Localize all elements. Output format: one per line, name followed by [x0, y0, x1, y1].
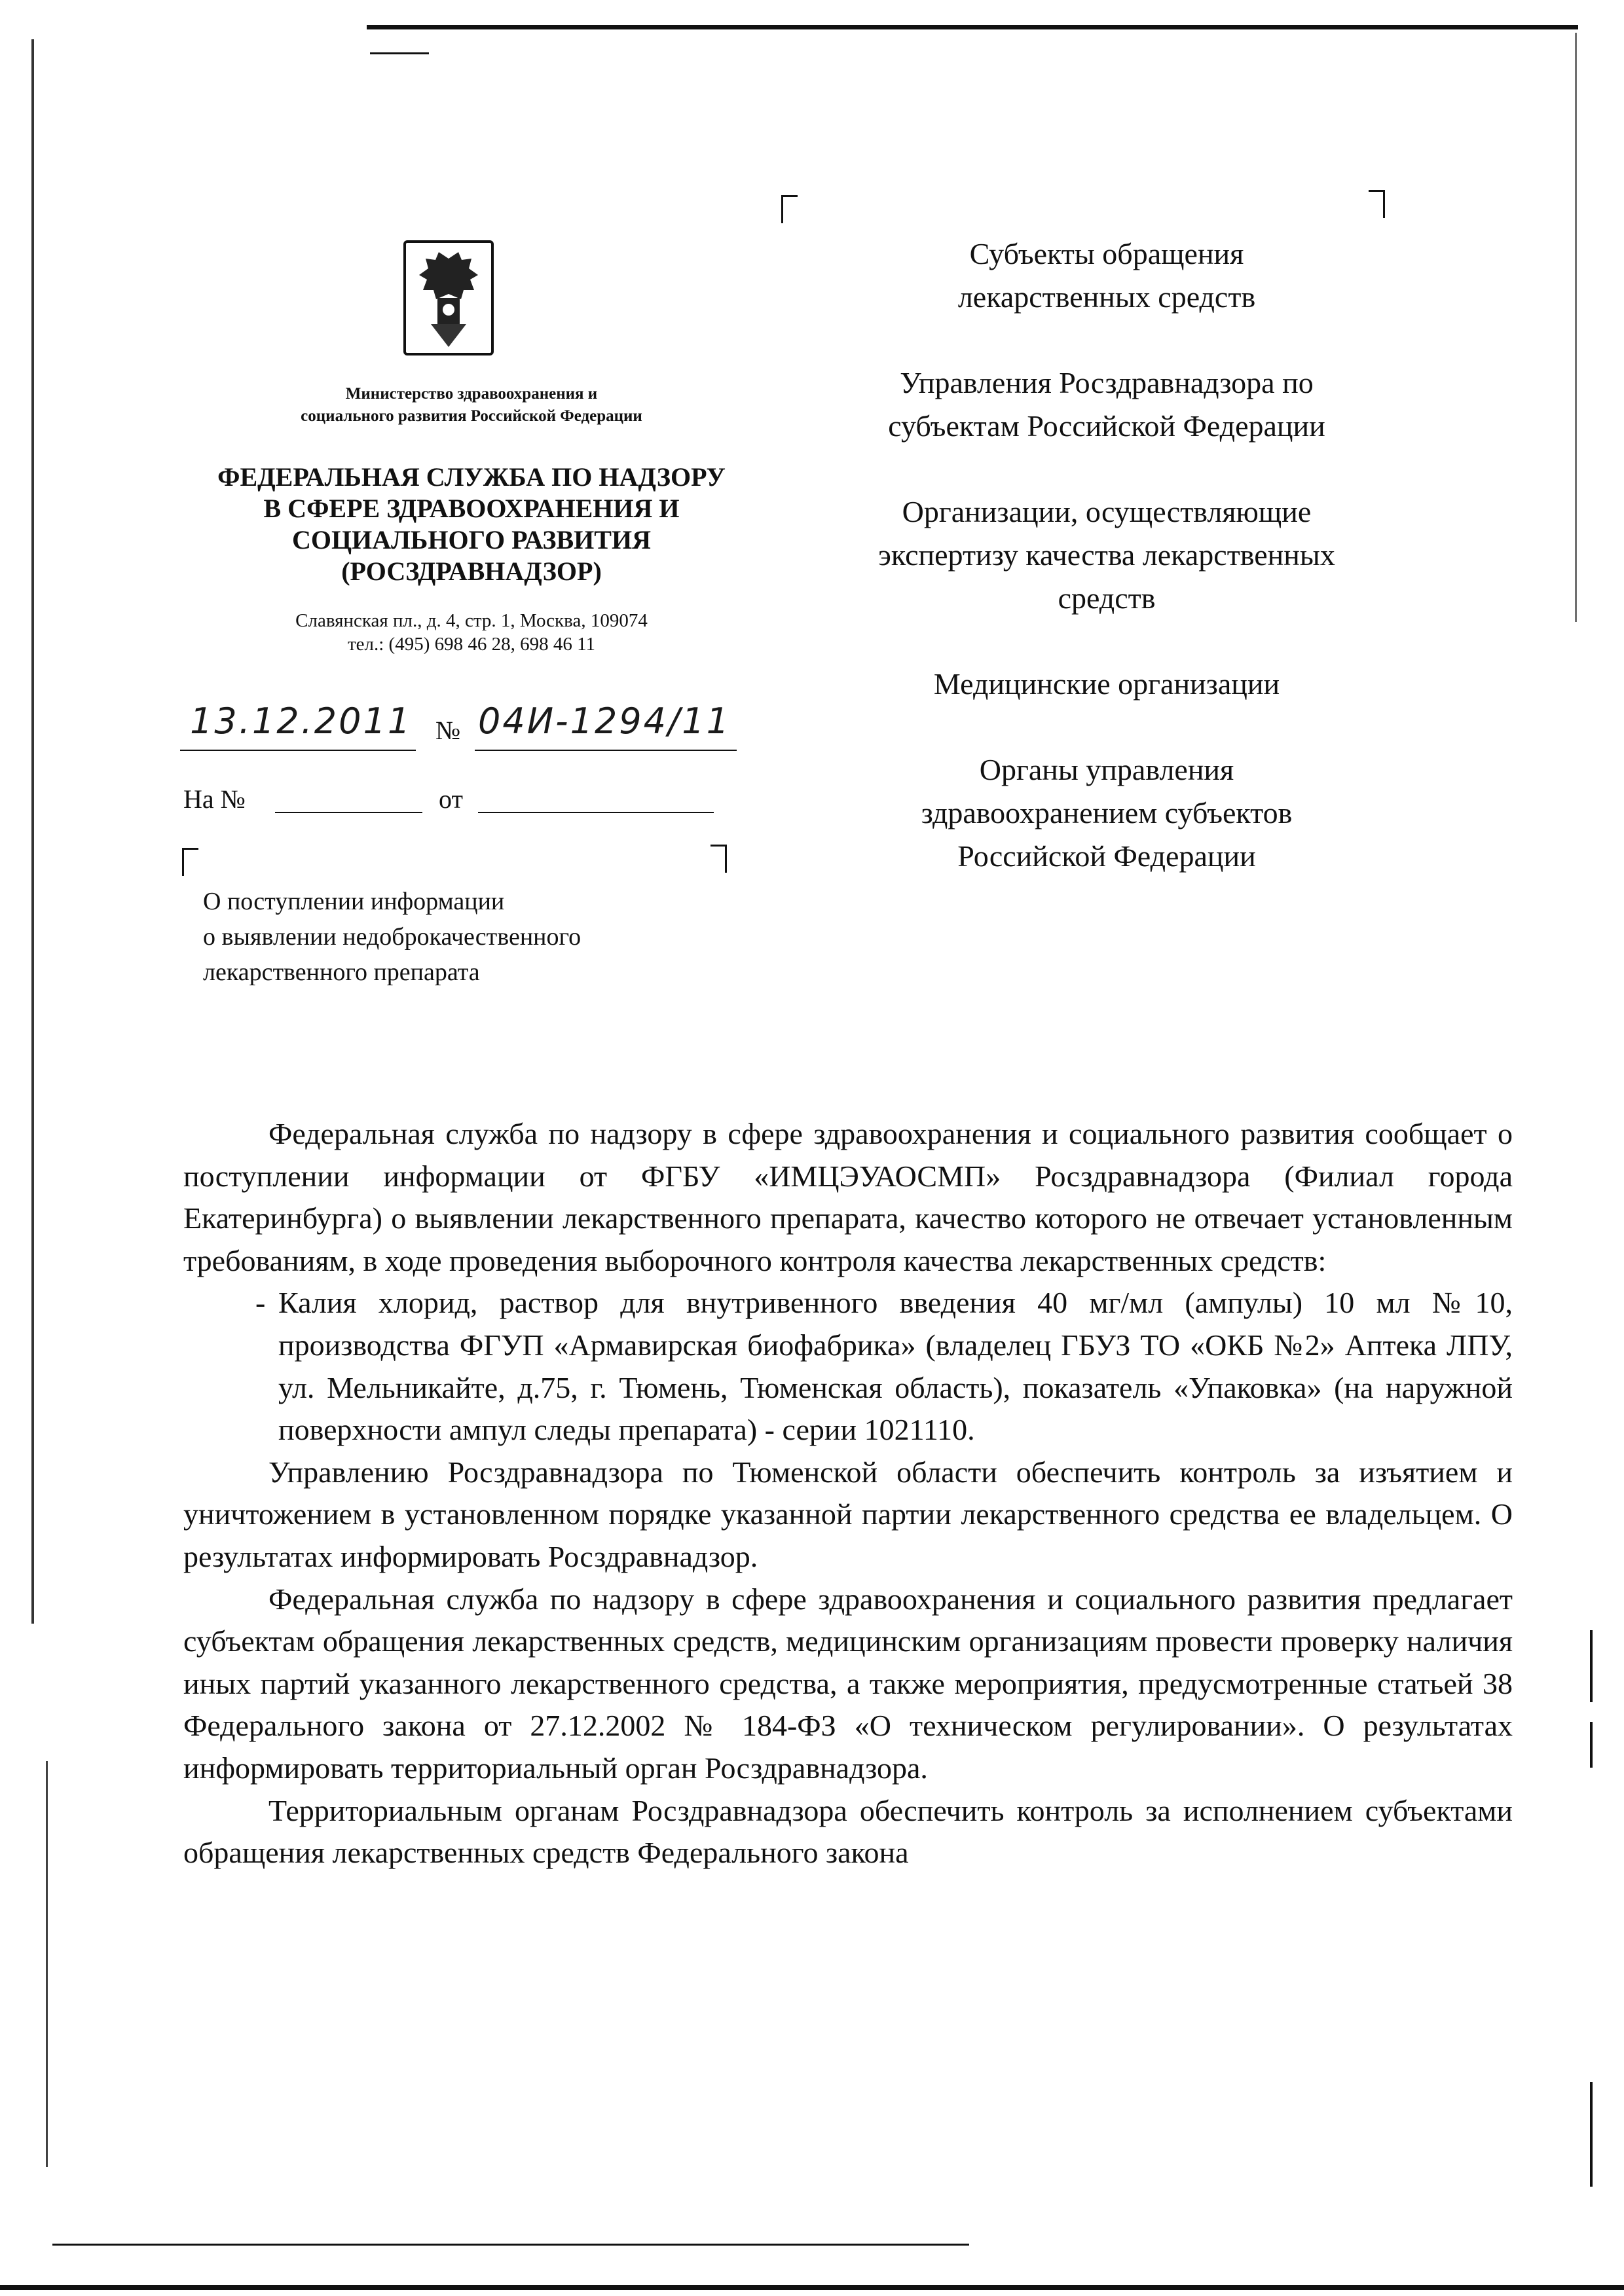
subject-line: лекарственного препарата — [203, 958, 480, 986]
addressee-line: Российской Федерации — [957, 839, 1256, 873]
list-dash: - — [255, 1286, 266, 1320]
reply-number-underline — [275, 812, 422, 813]
subject-line: о выявлении недоброкачественного — [203, 923, 581, 951]
date-underline — [180, 750, 416, 751]
body-paragraph: Федеральная служба по надзору в сфере здравоохранения и социального развития сообщает о поступлении информации от ФГБУ «ИМЦЭУАОСМП» Росздравнадзора (Филиал города Екатеринбурга) о выявлении лекарственного препарата, качество которого не отвечает установленным требованиям, в ходе проведения выборочного контроля качества лекарственных средств: — [183, 1117, 1513, 1277]
number-underline — [475, 750, 737, 751]
addressee-line: Организации, осуществляющие — [902, 495, 1312, 528]
reply-label: На № — [183, 784, 246, 814]
reply-from-label: от — [439, 784, 463, 814]
number-label: № — [435, 716, 461, 745]
addressee-line: Управления Росздравнадзора по — [900, 366, 1314, 399]
subject-line: О поступлении информации — [203, 888, 505, 915]
subject-corner-right — [710, 845, 727, 873]
agency-line: СОЦИАЛЬНОГО РАЗВИТИЯ — [292, 525, 651, 555]
scan-bottom-border — [0, 2285, 1624, 2290]
addressee-group — [799, 748, 1414, 878]
addressee-line: Органы управления — [979, 753, 1234, 786]
ministry-name — [196, 383, 747, 428]
addressee-line: лекарственных средств — [957, 280, 1256, 314]
coat-of-arms-icon — [399, 239, 498, 357]
letter-body — [183, 1113, 1513, 1874]
subject-corner-left — [182, 848, 198, 876]
ministry-line: социального развития Российской Федерации — [301, 407, 642, 425]
addressee-line: здравоохранением субъектов — [921, 796, 1293, 829]
addressee-line: экспертизу качества лекарственных — [878, 538, 1335, 572]
addressee-group — [799, 232, 1414, 319]
scan-left-border-lower — [46, 1761, 48, 2167]
addressee-group — [799, 663, 1414, 706]
scan-bottom-line — [52, 2244, 969, 2246]
ministry-line: Министерство здравоохранения и — [345, 385, 598, 403]
agency-address — [196, 609, 747, 656]
addressee-line: средств — [1058, 581, 1156, 615]
addressee-line: Медицинские организации — [933, 667, 1280, 701]
addressee-group — [799, 490, 1414, 620]
body-paragraph: Федеральная служба по надзору в сфере здравоохранения и социального развития предлагает субъектам обращения лекарственных средств, медицинским организациям провести проверку наличия иных партий указанного лекарственного средства, а также мероприятия, предусмотренные статьей 38 Федерального закона от 27.12.2002 № 184-ФЗ «О техническом регулировании». О результатах информировать территориальный орган Росздравнадзора. — [183, 1582, 1513, 1785]
addressee-group — [799, 361, 1414, 448]
reply-date-underline — [478, 812, 714, 813]
body-list-item — [183, 1282, 1513, 1451]
address-line: Славянская пл., д. 4, стр. 1, Москва, 109074 — [295, 610, 648, 631]
address-line: тел.: (495) 698 46 28, 698 46 11 — [347, 634, 596, 655]
scan-right-mark-2 — [1590, 1722, 1593, 1768]
scan-top-border — [367, 25, 1578, 29]
addressee-block — [799, 232, 1414, 920]
scan-right-border — [1575, 33, 1577, 622]
letter-date: 13.12.2011 — [190, 701, 413, 742]
scan-top-dash — [370, 52, 429, 54]
agency-line: В СФЕРЕ ЗДРАВООХРАНЕНИЯ И — [263, 494, 680, 523]
agency-line: (РОСЗДРАВНАДЗОР) — [341, 556, 602, 586]
addressee-line: Субъекты обращения — [969, 237, 1244, 270]
agency-name — [157, 462, 786, 587]
scan-right-mark-3 — [1590, 2082, 1593, 2187]
scan-right-mark-1 — [1590, 1630, 1593, 1702]
letter-number: 04И-1294/11 — [478, 701, 731, 742]
list-item-text: Калия хлорид, раствор для внутривенного введения 40 мг/мл (ампулы) 10 мл №10, производства ФГУП «Армавирская биофабрика» (владелец ГБУЗ ТО «ОКБ №2» Аптека ЛПУ, ул. Мельникайте, д.75, г. Тюмень, Тюменская область), показатель «Упаковка» (на наружной поверхности ампул следы препарата) - серии 1021110. — [278, 1286, 1513, 1447]
addressee-corner-left — [781, 195, 798, 223]
scan-left-border — [31, 39, 34, 1624]
addressee-line: субъектам Российской Федерации — [888, 409, 1325, 443]
body-paragraph: Территориальным органам Росздравнадзора обеспечить контроль за исполнением субъектами обращения лекарственных средств Федерального закона — [183, 1793, 1513, 1870]
letter-subject — [203, 884, 740, 990]
body-paragraph: Управлению Росздравнадзора по Тюменской области обеспечить контроль за изъятием и уничтожением в установленном порядке указанной партии лекарственного средства ее владельцем. О результатах информировать Росздравнадзор. — [183, 1455, 1513, 1573]
addressee-corner-right — [1369, 190, 1385, 218]
agency-line: ФЕДЕРАЛЬНАЯ СЛУЖБА ПО НАДЗОРУ — [217, 462, 726, 492]
